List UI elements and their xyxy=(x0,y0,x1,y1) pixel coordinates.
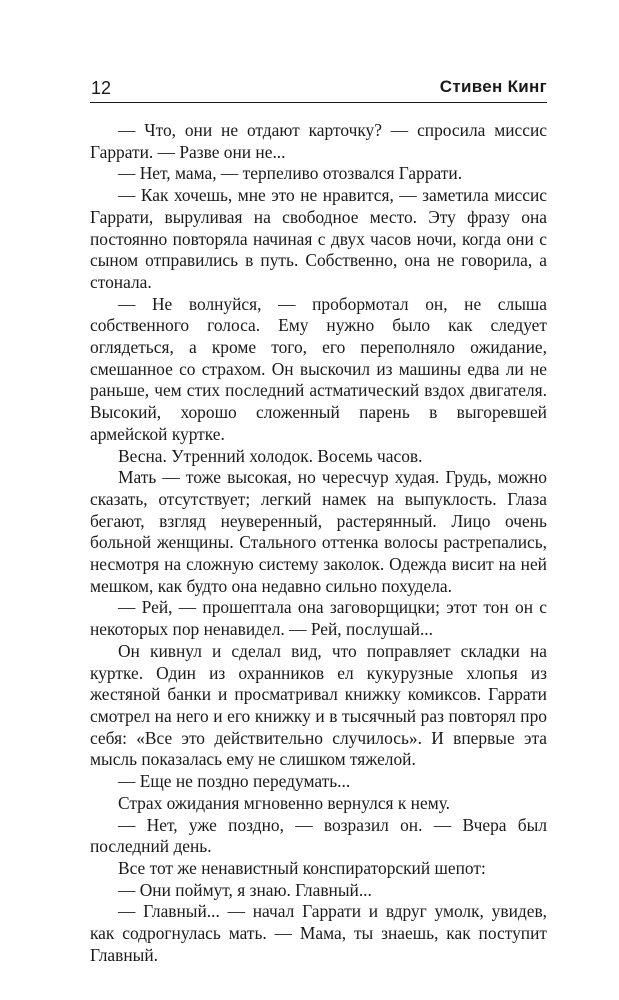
body-text xyxy=(90,120,547,966)
paragraph: Весна. Утренний холодок. Восемь часов. xyxy=(118,445,423,466)
paragraph: — Еще не поздно передумать... xyxy=(118,771,351,792)
paragraph: — Нет, мама, — терпеливо отозвался Гаррати. xyxy=(118,163,463,184)
paragraph: — Что, они не отдают карточку? — спросила миссис Гаррати. — Разве они не... xyxy=(90,120,547,162)
paragraph: — Рей, — прошептала она заговорщицки; этот тон он с некоторых пор ненавидел. — Рей, послушай... xyxy=(90,597,547,640)
paragraph: Страх ожидания мгновенно вернулся к нему. xyxy=(118,792,451,813)
page-number: 12 xyxy=(91,78,112,98)
paragraph: — Как хочешь, мне это не нравится, — заметила миссис Гаррати, выруливая на свободное место. Эту фразу она постоянно повторяла начиная с двух часов ночи, когда они с сыном отправились в путь. Собственно, она не говорила, а стонала. xyxy=(90,185,547,292)
paragraph: Мать — тоже высокая, но чересчур худая. Грудь, можно сказать, отсутствует; легкий намек на выпуклость. Глаза бегают, взгляд неуверенный, растерянный. Лицо очень больной женщины. Стального оттенка волосы растрепались, несмотря на сложную систему заколок. Одежда висит на ней мешком, как будто она недавно сильно похудела. xyxy=(90,467,547,596)
paragraph: Он кивнул и сделал вид, что поправляет складки на куртке. Один из охранников ел кукурузные хлопья из жестяной банки и просматривал книжку комиксов. Гаррати смотрел на него и его книжку и в тысячный раз повторял про себя: «Все это действительно случилось». И впервые эта мысль показалась ему не слишком тяжелой. xyxy=(90,640,547,770)
paragraph: — Они поймут, я знаю. Главный... xyxy=(118,879,372,900)
author-name: Стивен Кинг xyxy=(439,77,547,96)
paragraph: — Не волнуйся, — пробормотал он, не слыша собственного голоса. Ему нужно было как следует оглядеться, а кроме того, его переполняло ожидание, смешанное со страхом. Он выскочил из машины едва ли не раньше, чем стих последний астматический вздох двигателя. Высокий, хорошо сложенный парень в выгоревшей армейской куртке. xyxy=(90,293,547,444)
paragraph: — Нет, уже поздно, — возразил он. — Вчера был последний день. xyxy=(90,814,547,857)
running-header xyxy=(90,72,547,103)
paragraph: — Главный... — начал Гаррати и вдруг умолк, увидев, как содрогнулась мать. — Мама, ты знаешь, как поступит Главный. xyxy=(90,901,547,965)
paragraph: Все тот же ненавистный конспираторский шепот: xyxy=(118,857,486,878)
